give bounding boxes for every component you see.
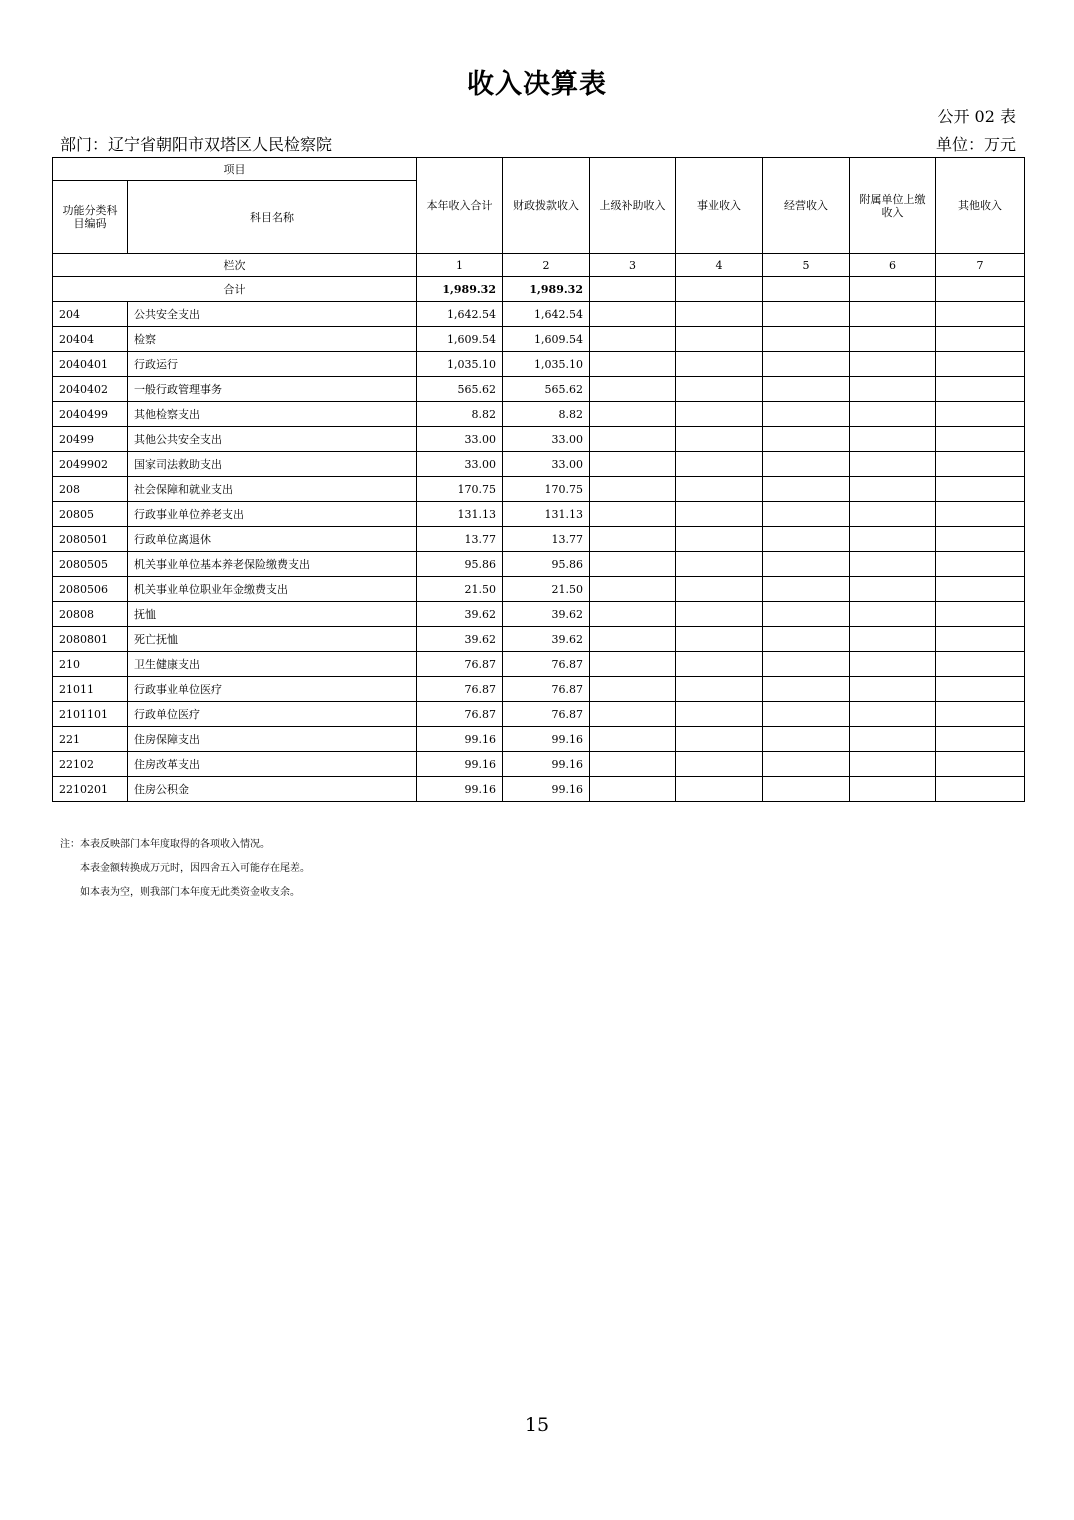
row-value bbox=[590, 377, 676, 402]
note-line: 注：本表反映部门本年度取得的各项收入情况。 bbox=[60, 839, 270, 850]
row-value bbox=[763, 377, 850, 402]
total-value bbox=[850, 277, 936, 302]
page-number: 15 bbox=[524, 1414, 550, 1436]
notes bbox=[60, 833, 310, 905]
row-name: 行政单位离退休 bbox=[128, 527, 417, 552]
row-value bbox=[936, 452, 1025, 477]
row-value bbox=[936, 652, 1025, 677]
row-code: 221 bbox=[53, 727, 128, 752]
row-value bbox=[850, 727, 936, 752]
row-value bbox=[676, 627, 763, 652]
row-value bbox=[850, 302, 936, 327]
header-col-1: 本年收入合计 bbox=[417, 158, 503, 254]
row-code: 2080801 bbox=[53, 627, 128, 652]
row-value bbox=[936, 627, 1025, 652]
row-value bbox=[936, 377, 1025, 402]
header-col-5: 经营收入 bbox=[763, 158, 850, 254]
row-value: 170.75 bbox=[503, 477, 590, 502]
row-name: 行政事业单位医疗 bbox=[128, 677, 417, 702]
row-name: 住房保障支出 bbox=[128, 727, 417, 752]
row-value bbox=[590, 652, 676, 677]
row-value bbox=[936, 677, 1025, 702]
column-index-cell: 5 bbox=[763, 254, 850, 277]
total-value bbox=[676, 277, 763, 302]
row-value bbox=[936, 327, 1025, 352]
column-index-cell: 6 bbox=[850, 254, 936, 277]
row-value bbox=[590, 527, 676, 552]
row-value bbox=[850, 527, 936, 552]
row-value bbox=[590, 752, 676, 777]
column-index-cell: 7 bbox=[936, 254, 1025, 277]
row-value bbox=[763, 752, 850, 777]
row-value bbox=[763, 402, 850, 427]
row-value: 76.87 bbox=[417, 652, 503, 677]
total-value bbox=[936, 277, 1025, 302]
row-value bbox=[676, 577, 763, 602]
row-name: 机关事业单位职业年金缴费支出 bbox=[128, 577, 417, 602]
row-value: 99.16 bbox=[503, 752, 590, 777]
header-row-item bbox=[53, 158, 1025, 181]
table-row bbox=[53, 352, 1025, 377]
row-value bbox=[763, 552, 850, 577]
row-value bbox=[850, 402, 936, 427]
row-name: 抚恤 bbox=[128, 602, 417, 627]
row-code: 2210201 bbox=[53, 777, 128, 802]
row-value: 21.50 bbox=[417, 577, 503, 602]
row-code: 2101101 bbox=[53, 702, 128, 727]
row-name: 检察 bbox=[128, 327, 417, 352]
table-row bbox=[53, 602, 1025, 627]
row-value: 131.13 bbox=[417, 502, 503, 527]
row-value bbox=[763, 477, 850, 502]
row-value bbox=[590, 327, 676, 352]
row-name: 住房公积金 bbox=[128, 777, 417, 802]
row-value: 1,609.54 bbox=[503, 327, 590, 352]
row-value: 76.87 bbox=[503, 652, 590, 677]
table-row bbox=[53, 727, 1025, 752]
table-row bbox=[53, 527, 1025, 552]
row-value bbox=[590, 777, 676, 802]
row-value bbox=[590, 502, 676, 527]
row-value bbox=[850, 752, 936, 777]
row-code: 2080501 bbox=[53, 527, 128, 552]
row-value bbox=[763, 452, 850, 477]
row-value bbox=[763, 502, 850, 527]
total-value: 1,989.32 bbox=[417, 277, 503, 302]
row-value bbox=[676, 677, 763, 702]
row-value bbox=[763, 602, 850, 627]
row-value bbox=[676, 427, 763, 452]
row-value bbox=[676, 327, 763, 352]
table-row bbox=[53, 702, 1025, 727]
row-value bbox=[590, 552, 676, 577]
header-subject-name: 科目名称 bbox=[128, 181, 417, 254]
row-value bbox=[850, 677, 936, 702]
row-value bbox=[676, 377, 763, 402]
header-col-2: 财政拨款收入 bbox=[503, 158, 590, 254]
row-value bbox=[850, 652, 936, 677]
row-value: 99.16 bbox=[503, 777, 590, 802]
department-label: 部门：辽宁省朝阳市双塔区人民检察院 bbox=[60, 135, 333, 154]
row-value bbox=[676, 302, 763, 327]
row-name: 机关事业单位基本养老保险缴费支出 bbox=[128, 552, 417, 577]
row-code: 21011 bbox=[53, 677, 128, 702]
row-value: 76.87 bbox=[417, 702, 503, 727]
row-value bbox=[936, 702, 1025, 727]
row-value: 1,642.54 bbox=[503, 302, 590, 327]
row-value: 33.00 bbox=[417, 427, 503, 452]
header-col-4: 事业收入 bbox=[676, 158, 763, 254]
row-name: 一般行政管理事务 bbox=[128, 377, 417, 402]
row-value bbox=[936, 777, 1025, 802]
row-value: 1,035.10 bbox=[503, 352, 590, 377]
row-value bbox=[590, 452, 676, 477]
row-value: 170.75 bbox=[417, 477, 503, 502]
row-value bbox=[676, 352, 763, 377]
table-number: 公开 02 表 bbox=[937, 107, 1016, 126]
row-value bbox=[590, 677, 676, 702]
row-code: 20808 bbox=[53, 602, 128, 627]
column-index-label: 栏次 bbox=[53, 254, 417, 277]
row-value bbox=[676, 477, 763, 502]
row-value bbox=[676, 777, 763, 802]
table-row bbox=[53, 577, 1025, 602]
row-value: 13.77 bbox=[417, 527, 503, 552]
row-value: 99.16 bbox=[417, 752, 503, 777]
header-col-3: 上级补助收入 bbox=[590, 158, 676, 254]
row-value: 33.00 bbox=[503, 427, 590, 452]
row-value: 8.82 bbox=[503, 402, 590, 427]
total-value bbox=[763, 277, 850, 302]
row-name: 公共安全支出 bbox=[128, 302, 417, 327]
row-code: 2080505 bbox=[53, 552, 128, 577]
row-value bbox=[763, 652, 850, 677]
row-value bbox=[763, 352, 850, 377]
row-value bbox=[850, 577, 936, 602]
row-value bbox=[936, 527, 1025, 552]
row-value bbox=[590, 702, 676, 727]
row-value: 99.16 bbox=[417, 777, 503, 802]
row-code: 2040401 bbox=[53, 352, 128, 377]
row-value: 76.87 bbox=[503, 702, 590, 727]
row-value: 99.16 bbox=[417, 727, 503, 752]
row-value: 39.62 bbox=[503, 627, 590, 652]
row-value: 39.62 bbox=[503, 602, 590, 627]
row-value bbox=[590, 627, 676, 652]
row-value bbox=[850, 702, 936, 727]
row-value: 1,609.54 bbox=[417, 327, 503, 352]
row-value: 33.00 bbox=[503, 452, 590, 477]
row-value bbox=[763, 702, 850, 727]
header-item: 项目 bbox=[53, 158, 417, 181]
row-code: 20404 bbox=[53, 327, 128, 352]
row-value bbox=[936, 502, 1025, 527]
row-value bbox=[676, 452, 763, 477]
row-value: 39.62 bbox=[417, 602, 503, 627]
row-value: 565.62 bbox=[417, 377, 503, 402]
row-value bbox=[590, 402, 676, 427]
row-value bbox=[850, 327, 936, 352]
row-value: 1,642.54 bbox=[417, 302, 503, 327]
table-row bbox=[53, 552, 1025, 577]
row-value: 95.86 bbox=[503, 552, 590, 577]
table-row bbox=[53, 677, 1025, 702]
header-col-7: 其他收入 bbox=[936, 158, 1025, 254]
row-value: 39.62 bbox=[417, 627, 503, 652]
row-code: 2049902 bbox=[53, 452, 128, 477]
table-row bbox=[53, 502, 1025, 527]
row-value: 95.86 bbox=[417, 552, 503, 577]
row-value: 131.13 bbox=[503, 502, 590, 527]
row-value: 13.77 bbox=[503, 527, 590, 552]
row-value bbox=[676, 602, 763, 627]
row-value bbox=[763, 527, 850, 552]
row-value bbox=[590, 352, 676, 377]
row-value bbox=[850, 777, 936, 802]
row-value bbox=[936, 602, 1025, 627]
row-value bbox=[676, 702, 763, 727]
row-value bbox=[763, 577, 850, 602]
column-index-row bbox=[53, 254, 1025, 277]
row-code: 2040402 bbox=[53, 377, 128, 402]
row-value: 8.82 bbox=[417, 402, 503, 427]
row-value bbox=[590, 602, 676, 627]
row-value bbox=[936, 577, 1025, 602]
row-value bbox=[590, 427, 676, 452]
row-value bbox=[936, 477, 1025, 502]
row-value: 33.00 bbox=[417, 452, 503, 477]
row-value bbox=[763, 777, 850, 802]
row-value: 21.50 bbox=[503, 577, 590, 602]
table-row bbox=[53, 477, 1025, 502]
row-value bbox=[850, 352, 936, 377]
total-row bbox=[53, 277, 1025, 302]
row-value bbox=[676, 652, 763, 677]
table-row bbox=[53, 302, 1025, 327]
row-code: 22102 bbox=[53, 752, 128, 777]
row-name: 死亡抚恤 bbox=[128, 627, 417, 652]
row-code: 20805 bbox=[53, 502, 128, 527]
row-value bbox=[850, 502, 936, 527]
row-name: 其他公共安全支出 bbox=[128, 427, 417, 452]
unit-label: 单位：万元 bbox=[935, 135, 1016, 154]
row-value bbox=[590, 302, 676, 327]
income-table bbox=[52, 157, 1025, 802]
row-code: 2080506 bbox=[53, 577, 128, 602]
row-value bbox=[676, 502, 763, 527]
table-row bbox=[53, 427, 1025, 452]
row-value bbox=[676, 552, 763, 577]
row-value bbox=[850, 627, 936, 652]
total-value: 1,989.32 bbox=[503, 277, 590, 302]
row-code: 2040499 bbox=[53, 402, 128, 427]
row-name: 行政单位医疗 bbox=[128, 702, 417, 727]
row-value bbox=[936, 727, 1025, 752]
row-value bbox=[850, 377, 936, 402]
table-row bbox=[53, 627, 1025, 652]
header-func-code: 功能分类科目编码 bbox=[53, 181, 128, 254]
row-value bbox=[590, 727, 676, 752]
table-row bbox=[53, 327, 1025, 352]
row-value bbox=[850, 552, 936, 577]
column-index-cell: 4 bbox=[676, 254, 763, 277]
page-title: 收入决算表 bbox=[467, 69, 607, 100]
row-value bbox=[936, 752, 1025, 777]
row-value bbox=[936, 402, 1025, 427]
row-value bbox=[676, 752, 763, 777]
row-name: 其他检察支出 bbox=[128, 402, 417, 427]
row-name: 行政事业单位养老支出 bbox=[128, 502, 417, 527]
table-row bbox=[53, 752, 1025, 777]
row-value bbox=[763, 327, 850, 352]
row-value: 76.87 bbox=[417, 677, 503, 702]
row-value bbox=[850, 477, 936, 502]
note-line: 如本表为空，则我部门本年度无此类资金收支余。 bbox=[80, 887, 300, 898]
row-value bbox=[676, 527, 763, 552]
row-code: 204 bbox=[53, 302, 128, 327]
table-row bbox=[53, 377, 1025, 402]
row-value bbox=[936, 352, 1025, 377]
row-value bbox=[763, 727, 850, 752]
total-label: 合计 bbox=[53, 277, 417, 302]
table-row bbox=[53, 652, 1025, 677]
row-value bbox=[590, 577, 676, 602]
row-name: 住房改革支出 bbox=[128, 752, 417, 777]
header-col-6: 附属单位上缴收入 bbox=[850, 158, 936, 254]
row-value: 99.16 bbox=[503, 727, 590, 752]
row-value bbox=[763, 427, 850, 452]
row-value: 1,035.10 bbox=[417, 352, 503, 377]
row-value bbox=[676, 402, 763, 427]
row-value bbox=[936, 302, 1025, 327]
table-row bbox=[53, 777, 1025, 802]
note-line: 本表金额转换成万元时，因四舍五入可能存在尾差。 bbox=[80, 863, 310, 874]
row-value: 565.62 bbox=[503, 377, 590, 402]
row-value bbox=[590, 477, 676, 502]
row-value bbox=[936, 427, 1025, 452]
row-value bbox=[850, 452, 936, 477]
row-value bbox=[936, 552, 1025, 577]
row-value bbox=[763, 677, 850, 702]
row-code: 210 bbox=[53, 652, 128, 677]
row-value bbox=[850, 602, 936, 627]
row-code: 20499 bbox=[53, 427, 128, 452]
table-row bbox=[53, 402, 1025, 427]
table-row bbox=[53, 452, 1025, 477]
total-value bbox=[590, 277, 676, 302]
column-index-cell: 1 bbox=[417, 254, 503, 277]
row-value bbox=[763, 627, 850, 652]
row-name: 社会保障和就业支出 bbox=[128, 477, 417, 502]
column-index-cell: 3 bbox=[590, 254, 676, 277]
row-value: 76.87 bbox=[503, 677, 590, 702]
row-value bbox=[676, 727, 763, 752]
row-name: 卫生健康支出 bbox=[128, 652, 417, 677]
row-name: 行政运行 bbox=[128, 352, 417, 377]
row-value bbox=[850, 427, 936, 452]
row-value bbox=[763, 302, 850, 327]
row-code: 208 bbox=[53, 477, 128, 502]
row-name: 国家司法救助支出 bbox=[128, 452, 417, 477]
column-index-cell: 2 bbox=[503, 254, 590, 277]
